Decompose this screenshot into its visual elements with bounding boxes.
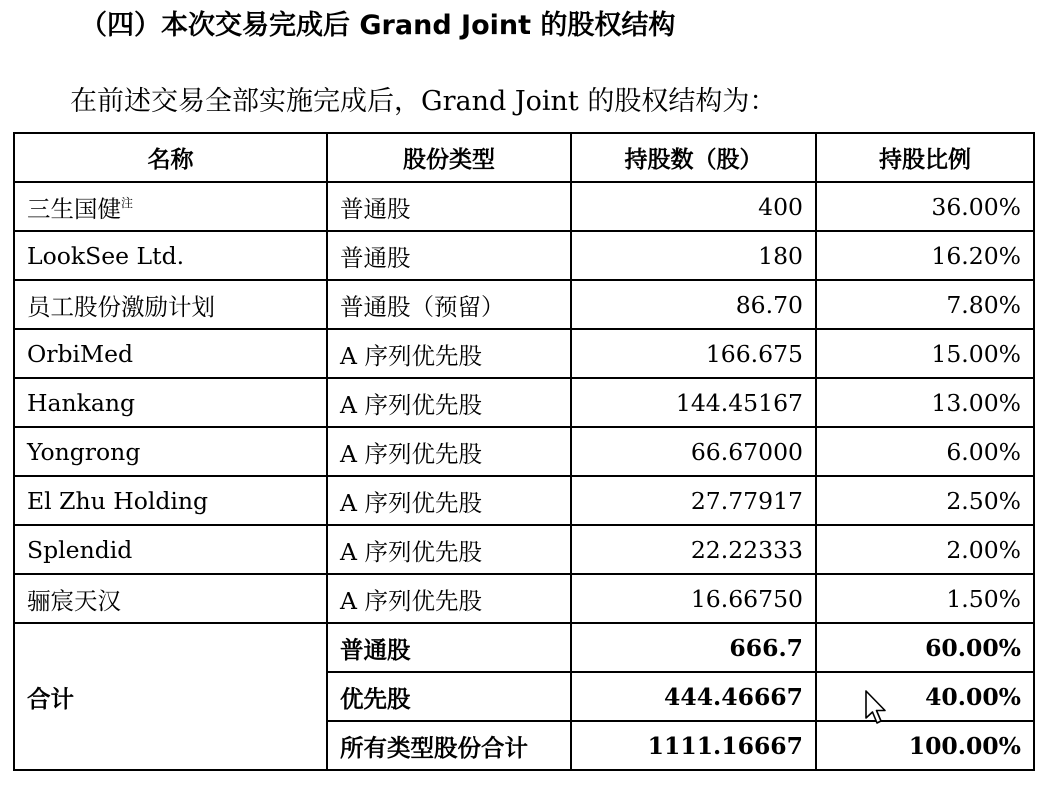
holder-name: 员工股份激励计划 (14, 280, 327, 329)
header-name: 名称 (14, 133, 327, 182)
share-percentage: 16.20% (816, 231, 1034, 280)
share-count: 144.45167 (571, 378, 816, 427)
intro-paragraph: 在前述交易全部实施完成后，Grand Joint 的股权结构为： (70, 86, 777, 117)
holder-name: Yongrong (14, 427, 327, 476)
table-row (14, 574, 1034, 623)
section-heading: （四）本次交易完成后 Grand Joint 的股权结构 (80, 10, 676, 41)
holder-name: 骊宸天汉 (14, 574, 327, 623)
share-percentage: 36.00% (816, 182, 1034, 231)
table-row (14, 231, 1034, 280)
shareholding-table (13, 132, 1035, 771)
total-share-type: 优先股 (327, 672, 571, 721)
share-type: 普通股（预留） (327, 280, 571, 329)
header-percentage: 持股比例 (816, 133, 1034, 182)
header-share-type: 股份类型 (327, 133, 571, 182)
table-row (14, 280, 1034, 329)
share-percentage: 1.50% (816, 574, 1034, 623)
footnote-marker: 注 (121, 195, 134, 210)
share-count: 166.675 (571, 329, 816, 378)
holder-name-text: 三生国健 (27, 194, 121, 223)
table-row (14, 329, 1034, 378)
total-share-percentage: 100.00% (816, 721, 1034, 770)
table-row (14, 378, 1034, 427)
holder-name: OrbiMed (14, 329, 327, 378)
total-share-percentage: 40.00% (816, 672, 1034, 721)
share-count: 86.70 (571, 280, 816, 329)
share-count: 16.66750 (571, 574, 816, 623)
total-row (14, 623, 1034, 672)
holder-name: LookSee Ltd. (14, 231, 327, 280)
holder-name: Splendid (14, 525, 327, 574)
total-share-percentage: 60.00% (816, 623, 1034, 672)
share-type: A 序列优先股 (327, 329, 571, 378)
share-percentage: 2.00% (816, 525, 1034, 574)
table-row (14, 427, 1034, 476)
share-count: 180 (571, 231, 816, 280)
table-row (14, 525, 1034, 574)
holder-name: Hankang (14, 378, 327, 427)
table-row (14, 182, 1034, 231)
share-type: A 序列优先股 (327, 427, 571, 476)
total-share-type: 所有类型股份合计 (327, 721, 571, 770)
share-count: 27.77917 (571, 476, 816, 525)
share-percentage: 15.00% (816, 329, 1034, 378)
share-type: A 序列优先股 (327, 574, 571, 623)
holder-name: El Zhu Holding (14, 476, 327, 525)
share-type: A 序列优先股 (327, 525, 571, 574)
share-type: 普通股 (327, 231, 571, 280)
total-share-type: 普通股 (327, 623, 571, 672)
table-header-row (14, 133, 1034, 182)
share-type: A 序列优先股 (327, 378, 571, 427)
share-percentage: 13.00% (816, 378, 1034, 427)
header-shares: 持股数（股） (571, 133, 816, 182)
total-share-count: 444.46667 (571, 672, 816, 721)
total-share-count: 666.7 (571, 623, 816, 672)
share-count: 22.22333 (571, 525, 816, 574)
share-count: 400 (571, 182, 816, 231)
share-count: 66.67000 (571, 427, 816, 476)
total-share-count: 1111.16667 (571, 721, 816, 770)
share-percentage: 6.00% (816, 427, 1034, 476)
holder-name (14, 182, 327, 231)
share-type: A 序列优先股 (327, 476, 571, 525)
mouse-pointer-icon (864, 690, 890, 726)
share-percentage: 7.80% (816, 280, 1034, 329)
share-type: 普通股 (327, 182, 571, 231)
table-row (14, 476, 1034, 525)
total-label: 合计 (14, 623, 327, 770)
share-percentage: 2.50% (816, 476, 1034, 525)
